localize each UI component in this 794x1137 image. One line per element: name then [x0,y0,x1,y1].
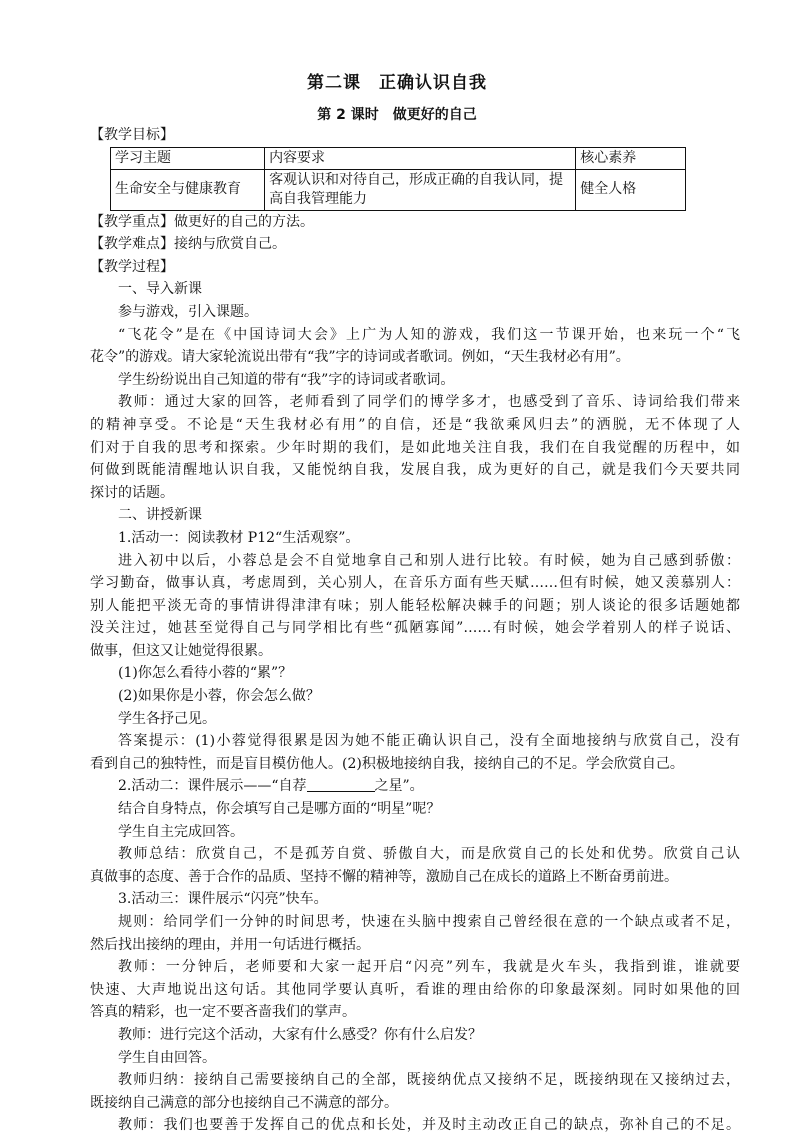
key-point-label: 【教学重点】 [90,213,174,230]
question-line: (2)如果你是小蓉，你会怎么做？ [118,688,320,705]
fill-in-blank [307,777,375,792]
goals-header-theme: 学习主题 [111,147,265,169]
paragraph-line: 教师：一分钟后，老师要和大家一起开启“闪亮”列车，我就是火车头，我指到谁，谁就要 [118,959,740,976]
paragraph-line: 结合自身特点，你会填写自己是哪方面的“明星”呢？ [118,801,441,818]
activity-two-text: 2.活动二：课件展示——“自荐 [118,778,307,795]
activity-heading: 1.活动一：阅读教材 P12“生活观察”。 [118,529,360,546]
paragraph-line: 做事，但这又让她觉得很累。 [90,642,272,659]
goals-cell-requirement: 客观认识和对待自己，形成正确的自我认同，提高自我管理能力 [265,169,576,210]
goals-cell-literacy: 健全人格 [576,169,686,210]
paragraph-line: 答真的精彩，也一定不要吝啬我们的掌声。 [90,1004,356,1021]
paragraph-line: “飞花令”是在《中国诗词大会》上广为人知的游戏，我们这一节课开始，也来玩一个“飞 [118,326,740,343]
page-subtitle: 第 2 课时 做更好的自己 [317,107,477,123]
paragraph-line: 既接纳自己满意的部分也接纳自己不满意的部分。 [90,1094,398,1111]
goals-cell-theme: 生命安全与健康教育 [111,169,265,210]
paragraph-line: 教师归纳：接纳自己需要接纳自己的全部，既接纳优点又接纳不足，既接纳现在又接纳过去， [118,1072,740,1089]
goals-table-row [111,169,686,210]
question-line: (1)你怎么看待小蓉的“累”？ [118,665,293,682]
paragraph-line: 教师：我们也要善于发挥自己的优点和长处，并及时主动改正自己的缺点，弥补自己的不足。 [118,1117,740,1134]
activity-heading [90,775,740,798]
paragraph-line: 学生各抒己见。 [118,710,216,727]
paragraph-line: 然后找出接纳的理由，并用一句话进行概括。 [90,936,370,953]
paragraph-line: 学生自由回答。 [118,1049,216,1066]
answer-line: 看到自己的独特性，而是盲目模仿他人。(2)积极地接纳自我，接纳自己的不足。学会欣赏自己。 [90,755,684,772]
goals-table-header-row [111,147,686,169]
goals-heading: 【教学目标】 [90,127,174,143]
process-heading: 【教学过程】 [90,258,174,275]
paragraph-line: 真做事的态度、善于合作的品质、坚持不懈的精神等，激励自己在成长的道路上不断奋勇前进。 [90,868,678,885]
paragraph-line: 教师：进行完这个活动，大家有什么感受？你有什么启发？ [118,1026,482,1043]
activity-heading: 3.活动三：课件展示“闪亮”快车。 [118,891,328,908]
activity-two-suffix: 之星”。 [374,778,424,795]
paragraph-line: 规则：给同学们一分钟的时间思考，快速在头脑中搜索自己曾经很在意的一个缺点或者不足， [118,914,740,930]
lesson-content [90,124,740,1137]
difficulty-label: 【教学难点】 [90,236,174,253]
paragraph-line: 探讨的话题。 [90,484,174,501]
paragraph-line: 学习勤奋，做事认真，考虑周到，关心别人，在音乐方面有些天赋……但有时候，她又羡慕别人： [90,575,740,592]
paragraph-line: 快速、大声地说出这句话。其他同学要认真听，看谁的理由给你的印象最深刻。同时如果他的回 [90,981,740,998]
paragraph-line: 花令”的游戏。请大家轮流说出带有“我”字的诗词或者歌词。例如，“天生我材必有用”。 [90,349,630,366]
paragraph-line: 别人能把平淡无奇的事情讲得津津有味；别人能轻松解决棘手的问题；别人谈论的很多话题她都 [90,597,740,614]
paragraph-line: 们对于自我的思考和探索。少年时期的我们，是如此地关注自我，我们在自我觉醒的历程中，如 [90,439,740,456]
paragraph-line: 没关注过，她甚至觉得自己与同学相比有些“孤陋寡闻”……有时候，她会学着别人的样子说话、 [90,620,740,637]
section-heading: 二、讲授新课 [118,507,202,524]
difficulty-text: 接纳与欣赏自己。 [174,236,286,253]
page-title: 第二课 正确认识自我 [307,73,487,93]
paragraph-line: 学生自主完成回答。 [118,823,244,840]
goals-table [110,147,686,211]
paragraph-line: 参与游戏，引入课题。 [118,303,258,320]
key-point-text: 做更好的自己的方法。 [174,213,314,230]
paragraph-line: 进入初中以后，小蓉总是会不自觉地拿自己和别人进行比较。有时候，她为自己感到骄傲： [118,552,740,569]
difficulty [90,233,740,256]
goals-header-literacy: 核心素养 [576,147,686,169]
key-point [90,211,740,234]
answer-line: 答案提示：(1)小蓉觉得很累是因为她不能正确认识自己，没有全面地接纳与欣赏自己，没有 [118,733,740,750]
section-heading: 一、导入新课 [118,281,202,298]
goals-header-requirement: 内容要求 [265,147,576,169]
paragraph-line: 学生纷纷说出自己知道的带有“我”字的诗词或者歌词。 [118,371,455,388]
paragraph-line: 的精神享受。不论是“天生我材必有用”的自信，还是“我欲乘风归去”的洒脱，无不体现了人 [90,416,740,433]
paragraph-line: 教师：通过大家的回答，老师看到了同学们的博学多才，也感受到了音乐、诗词给我们带来 [118,394,740,411]
paragraph-line: 何做到既能清醒地认识自我，又能悦纳自我，发展自我，成为更好的自己，就是我们今天要共同 [90,462,740,479]
paragraph-line: 教师总结：欣赏自己，不是孤芳自赏、骄傲自大，而是欣赏自己的长处和优势。欣赏自己认 [118,846,740,863]
